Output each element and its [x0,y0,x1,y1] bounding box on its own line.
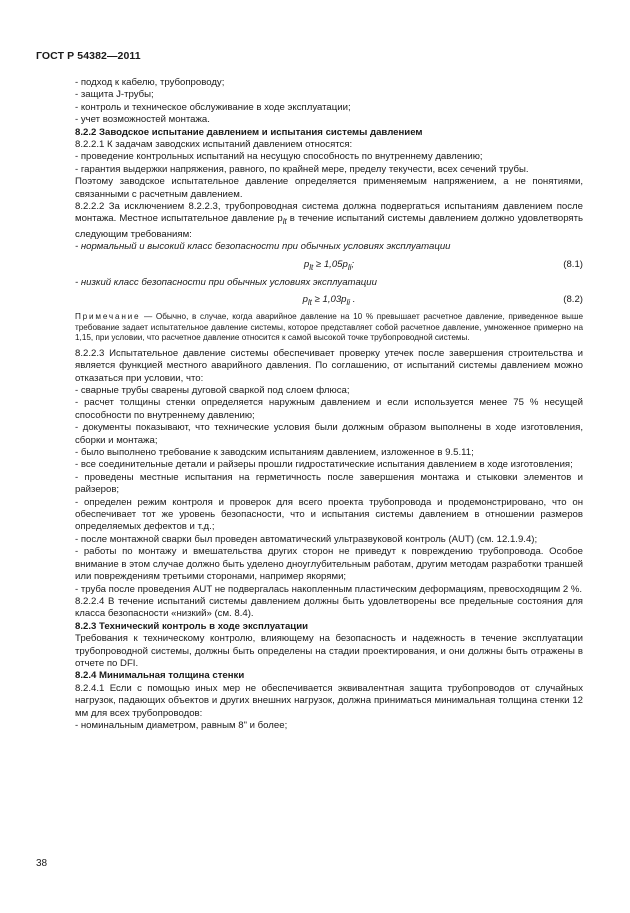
formula-number: (8.1) [563,258,583,270]
list-item: - проведение контрольных испытаний на несущую способность по внутреннему давлению; [75,151,483,163]
paragraph: 8.2.2.4 В течение испытаний системы давлением должны быть удовлетворены все предельные состояния для класса безопасности «низкий» (см. 8.4). [75,595,583,620]
list-item: - после монтажной сварки был проведен автоматический ультразвуковой контроль (AUT) (см. 12.1.9.4); [75,533,538,545]
note-label: Примечание [75,312,141,321]
section-heading-8-2-3: 8.2.3 Технический контроль в ходе эксплуатации [75,620,308,632]
formula-condition: - нормальный и высокий класс безопасности при обычных условиях эксплуатации [75,241,451,253]
paragraph: 8.2.4.1 Если с помощью иных мер не обеспечивается эквивалентная защита трубопроводов от случайных нагрузок, падающих объектов и других внешних нагрузок, должна приниматься минимальная толщина стенки 12 мм для всех трубопроводов: [75,682,583,719]
list-item: - контроль и техническое обслуживание в ходе эксплуатации; [75,101,351,113]
list-item: - подход к кабелю, трубопроводу; [75,77,225,88]
list-item: - проведены местные испытания на герметичность после завершения монтажа и стыковки элементов и райзеров; [75,471,583,496]
note: Примечание — Обычно, в случае, когда аварийное давление на 10 % превышает расчетное давление, приведенное выше требование задает испытательное давление системы, которое представляет собой расчетное давление, умноженное примерно на 1,15, при условии, что расчетное давление относится к самой высокой точке трубопроводной системы. [75,312,583,343]
list-item: - гарантия выдержки напряжения, равного, по крайней мере, пределу текучести, всех сечений трубы. [75,163,529,175]
list-item: - определен режим контроля и проверок для всего проекта трубопровода и продемонстрировано, что он обеспечивает тот же уровень безопасности, что и испытания системы давлением в отношении размеров определяемых дефектов и т.д.; [75,496,583,533]
paragraph: 8.2.2.2 За исключением 8.2.2.3, трубопроводная система должна подвергаться испытаниям давлением после монтажа. Местное испытательное давление $p_{lt}$ в течение испытаний системы давлением должно удовлетворять следующим требованиям: [75,201,584,240]
section-heading-8-2-2: 8.2.2 Заводское испытание давлением и испытания системы давлением [75,126,423,138]
list-item: - все соединительные детали и райзеры прошли гидростатические испытания давлением в ходе изготовления; [75,459,573,471]
page-number: 38 [36,858,48,869]
formula-8-2: $p_{lt} \ge 1,03p_{li}$ . (8.2) [302,294,583,307]
list-item: - номинальным диаметром, равным 8" и более; [75,719,288,731]
formula-number: (8.2) [563,294,583,305]
standard-header: ГОСТ Р 54382—2011 [36,50,141,62]
list-item: - документы показывают, что технические условия были должным образом выполнены в ходе изготовления, сборки и монтажа; [75,422,583,446]
paragraph: 8.2.2.3 Испытательное давление системы обеспечивает проверку утечек после завершения строительства и является функцией местного аварийного давления. По соглашению, от испытаний системы давлением можно отказаться при условии, что: [75,347,583,384]
list-item: - работы по монтажу и вмешательства других сторон не приведут к повреждению трубопровода. Особое внимание в этом случае должно быть уделено дноуглубительным работам, другим методам разработки траншей или повреждениям третьими сторонами, например якорями; [75,546,583,583]
list-item: - учет возможностей монтажа. [75,114,210,126]
list-item: - труба после проведения AUT не подвергалась накопленным пластическим деформациям, превосходящим 2 %. [75,583,583,595]
list-item: - расчет толщины стенки определяется наружным давлением и если используется менее 75 % несущей способности по внутреннему давлению; [75,397,583,421]
document-body [75,77,583,732]
list-item: - было выполнено требование к заводским испытаниям давлением, изложенное в 9.5.11; [75,447,474,459]
list-item: - сварные трубы сварены дуговой сваркой под слоем флюса; [75,385,350,396]
paragraph: Требования к техническому контролю, влияющему на безопасность и надежность в течение эксплуатации трубопроводной системы, должны быть определены на стадии проектирования, и они должны быть отражены в отчете по DFI. [75,633,583,669]
list-item: - защита J-трубы; [75,89,154,101]
paragraph: Поэтому заводское испытательное давление определяется применяемым напряжением, а не понятиями, связанными с расчетным давлением. [75,176,583,200]
formula-8-1: $p_{lt} \ge 1,05p_{li}$; (8.1) [303,258,583,272]
formula-condition: - низкий класс безопасности при обычных условиях эксплуатации [75,276,377,288]
section-heading-8-2-4: 8.2.4 Минимальная толщина стенки [75,670,245,682]
paragraph: 8.2.2.1 К задачам заводских испытаний давлением относятся: [75,139,353,151]
